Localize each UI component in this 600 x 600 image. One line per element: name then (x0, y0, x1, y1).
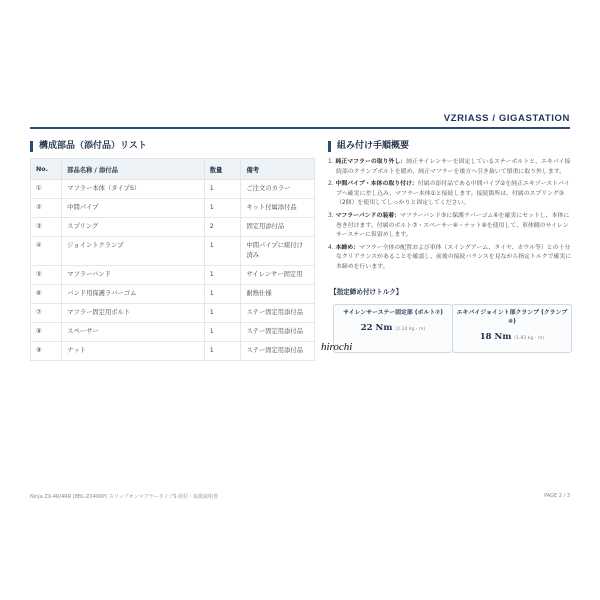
brand-header: VZRIASS / GIGASTATION (443, 113, 570, 124)
cell-no: ⑤ (31, 266, 62, 285)
table-row (31, 304, 315, 323)
watermark-logo: hirochi (321, 341, 353, 353)
cell-note: ステー固定用添付品 (241, 304, 315, 323)
torque-value: 18 Nm (1.83 kg・m) (479, 332, 545, 342)
step-heading: 本締め： (335, 244, 360, 251)
cell-note: 耐熱仕様 (241, 285, 315, 304)
cell-no: ② (31, 199, 62, 218)
cell-qty: 1 (204, 323, 241, 342)
cell-name: ジョイントクランプ (62, 237, 205, 266)
cell-no: ④ (31, 237, 62, 266)
torque-box-joint-clamp (452, 304, 572, 353)
torque-sub: (1.83 kg・m) (514, 336, 545, 341)
parts-table (30, 158, 315, 361)
cell-no: ⑨ (31, 342, 62, 361)
parts-table-header (31, 159, 315, 180)
header-divider (30, 127, 570, 129)
cell-qty: 2 (204, 218, 241, 237)
table-row (31, 218, 315, 237)
cell-no: ③ (31, 218, 62, 237)
cell-no: ⑦ (31, 304, 62, 323)
step-number: 4. (328, 244, 334, 251)
cell-name: マフラー固定用ボルト (62, 304, 205, 323)
table-row (31, 323, 315, 342)
torque-value: 22 Nm (2.24 kg・m) (360, 323, 426, 333)
step-number: 3. (328, 212, 334, 219)
cell-no: ⑥ (31, 285, 62, 304)
step-number: 2. (328, 181, 334, 188)
cell-qty: 1 (204, 304, 241, 323)
cell-qty: 1 (204, 199, 241, 218)
step-heading: 純正マフラーの取り外し： (335, 159, 407, 165)
table-row (31, 266, 315, 285)
step-text: 付属の添付品である中間パイプ②を純正エキゾーストパイプへ確実に差し込み、マフラー本体①と接続します。接続箇所は、付属のスプリング③（2個）を使用してしっかりと固定してください。 (336, 181, 570, 207)
col-note: 備考 (241, 159, 315, 180)
page-number: PAGE 2 / 3 (544, 493, 570, 499)
cell-note: ご注文のカラー (241, 180, 315, 199)
cell-note: サイレンサー固定用 (241, 266, 315, 285)
cell-note: ステー固定用添付品 (241, 342, 315, 361)
cell-qty: 1 (204, 237, 241, 266)
step-text: 純正サイレンサーを固定しているステーボルトと、エキパイ接続部のクランプボルトを緩め、純正マフラーを後方へ引き抜いて慎重に取り外します。 (336, 159, 571, 175)
torque-label: サイレンサーステー固定部 (ボルト⑦) (343, 310, 443, 316)
torque-title: 【指定締め付けトルク】 (330, 288, 403, 296)
table-row (31, 180, 315, 199)
cell-name: スプリング (62, 218, 205, 237)
list-item (328, 180, 572, 209)
cell-qty: 1 (204, 342, 241, 361)
cell-qty: 1 (204, 266, 241, 285)
cell-name: ナット (62, 342, 205, 361)
col-name: 部品名称 / 添付品 (62, 159, 205, 180)
col-qty: 数量 (204, 159, 241, 180)
list-item (328, 212, 572, 241)
torque-sub: (2.24 kg・m) (395, 327, 426, 332)
cell-note: キット付属添付品 (241, 199, 315, 218)
step-heading: 中間パイプ・本体の取り付け： (335, 181, 418, 188)
cell-name: マフラーバンド (62, 266, 205, 285)
step-text: マフラーバンド⑤に保護ラバーゴム⑥を確実にセットし、本体に巻き付けます。付属のボルト⑦・スペーサー⑧・ナット⑨を使用して、車体側のサイレンサーステーに仮留めします。 (336, 212, 570, 239)
step-text: マフラー全体の配置および車体（スイングアーム、タイヤ、カウル等）との十分なクリアランスがあることを確認し、前後の接続バランスを見ながら指定トルクで確実に本締めを行います。 (336, 244, 572, 270)
cell-qty: 1 (204, 180, 241, 199)
cell-name: 中間パイプ (62, 199, 205, 218)
parts-section-title: 構成部品（添付品）リスト (30, 141, 147, 152)
cell-name: マフラー本体（タイプS） (62, 180, 205, 199)
cell-qty: 1 (204, 285, 241, 304)
cell-no: ⑧ (31, 323, 62, 342)
cell-name: バンド用保護ラバーゴム (62, 285, 205, 304)
table-row (31, 285, 315, 304)
table-row (31, 237, 315, 266)
cell-no: ① (31, 180, 62, 199)
cell-note: ステー固定用添付品 (241, 323, 315, 342)
list-item (328, 158, 572, 177)
cell-note: 中間パイプに組付け済み (241, 237, 315, 266)
install-section-title: 組み付け手順概要 (328, 141, 409, 152)
col-no: No. (31, 159, 62, 180)
step-number: 1. (328, 159, 334, 165)
cell-name: スペーサー (62, 323, 205, 342)
table-row (31, 199, 315, 218)
cell-note: 固定用添付品 (241, 218, 315, 237)
list-item (328, 244, 572, 273)
step-heading: マフラーバンドの装着： (335, 212, 401, 219)
torque-label: エキパイジョイント部クランプ (クランプ④) (456, 310, 568, 325)
footer-document-title: Ninja ZX-4R/4RR (8BL-ZX400P) スリップオンマフラータイプS 組付・取扱説明書 (30, 494, 219, 500)
install-steps (328, 158, 572, 276)
table-row (31, 342, 315, 361)
